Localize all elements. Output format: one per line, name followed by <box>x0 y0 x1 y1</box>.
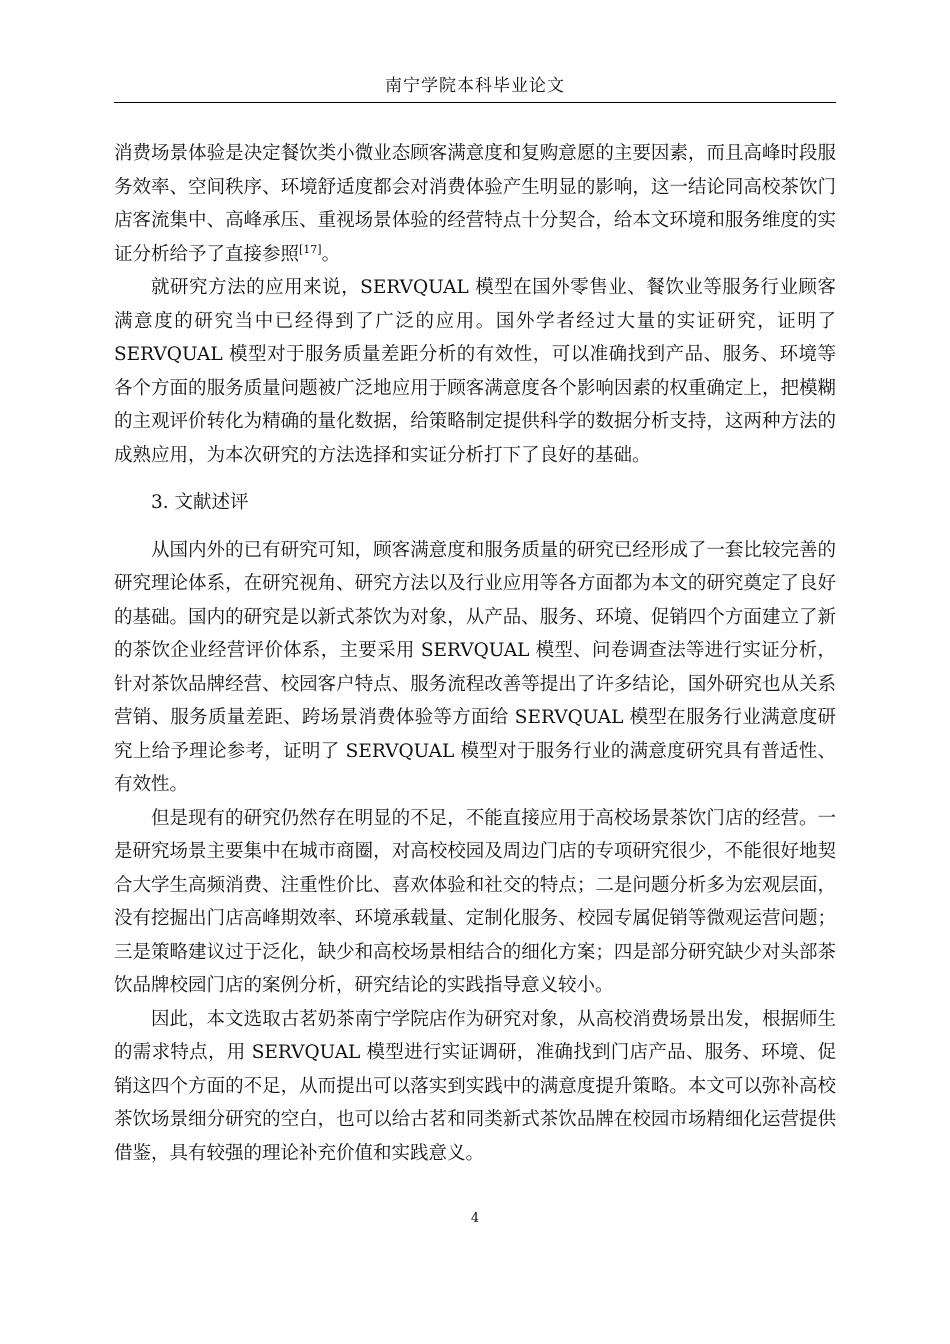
paragraph-text: 消费场景体验是决定餐饮类小微业态顾客满意度和复购意愿的主要因素，而且高峰时段服务效率、空间秩序、环境舒适度都会对消费体验产生明显的影响，这一结论同高校茶饮门店客流集中、高峰承压、重视场景体验的经营特点十分契合，给本文环境和服务维度的实证分析给予了直接参照 <box>114 143 836 265</box>
document-body <box>114 137 836 1170</box>
section-heading-literature-review: 3. 文献述评 <box>151 492 249 513</box>
paragraph-conclusion: 因此，本文选取古茗奶茶南宁学院店作为研究对象，从高校消费场景出发，根据师生的需求特点，用 SERVQUAL 模型进行实证调研，准确找到门店产品、服务、环境、促销这四个方面的不足，从而提出可以落实到实践中的满意度提升策略。本文可以弥补高校茶饮场景细分研究的空白，也可以给古茗和同类新式茶饮品牌在校园市场精细化运营提供借鉴，具有较强的理论补充价值和实践意义。 <box>114 1008 836 1164</box>
page-number: 4 <box>470 1211 480 1226</box>
page-header-title: 南宁学院本科毕业论文 <box>385 76 565 96</box>
paragraph-research-methods: 就研究方法的应用来说，SERVQUAL 模型在国外零售业、餐饮业等服务行业顾客满意度的研究当中已经得到了广泛的应用。国外学者经过大量的实证研究，证明了 SERVQUAL 模型对于服务质量差距分析的有效性，可以准确找到产品、服务、环境等各个方面的服务质量问题被广泛地应用于顾客满意度各个影响因素的权重确定上，把模糊的主观评价转化为精确的量化数据，给策略制定提供科学的数据分析支持，这两种方法的成熟应用，为本次研究的方法选择和实证分析打下了良好的基础。 <box>114 277 836 466</box>
paragraph-end-punctuation: 。 <box>321 243 341 265</box>
paragraph-continued <box>114 137 836 271</box>
citation-marker: [17] <box>299 242 322 256</box>
paragraph-research-gaps: 但是现有的研究仍然存在明显的不足，不能直接应用于高校场景茶饮门店的经营。一是研究场景主要集中在城市商圈，对高校校园及周边门店的专项研究很少，不能很好地契合大学生高频消费、注重性价比、喜欢体验和社交的特点；二是问题分析多为宏观层面，没有挖掘出门店高峰期效率、环境承载量、定制化服务、校园专属促销等微观运营问题；三是策略建议过于泛化，缺少和高校场景相结合的细化方案；四是部分研究缺少对头部茶饮品牌校园门店的案例分析，研究结论的实践指导意义较小。 <box>114 807 836 996</box>
header-divider <box>114 102 836 103</box>
paragraph-review-summary: 从国内外的已有研究可知，顾客满意度和服务质量的研究已经形成了一套比较完善的研究理论体系，在研究视角、研究方法以及行业应用等各方面都为本文的研究奠定了良好的基础。国内的研究是以新式茶饮为对象，从产品、服务、环境、促销四个方面建立了新的茶饮企业经营评价体系，主要采用 SERVQUAL 模型、问卷调查法等进行实证分析，针对茶饮品牌经营、校园客户特点、服务流程改善等提出了许多结论，国外研究也从关系营销、服务质量差距、跨场景消费体验等方面给 SERVQUAL 模型在服务行业满意度研究上给予理论参考，证明了 SERVQUAL 模型对于服务行业的满意度研究具有普适性、有效性。 <box>114 539 836 795</box>
